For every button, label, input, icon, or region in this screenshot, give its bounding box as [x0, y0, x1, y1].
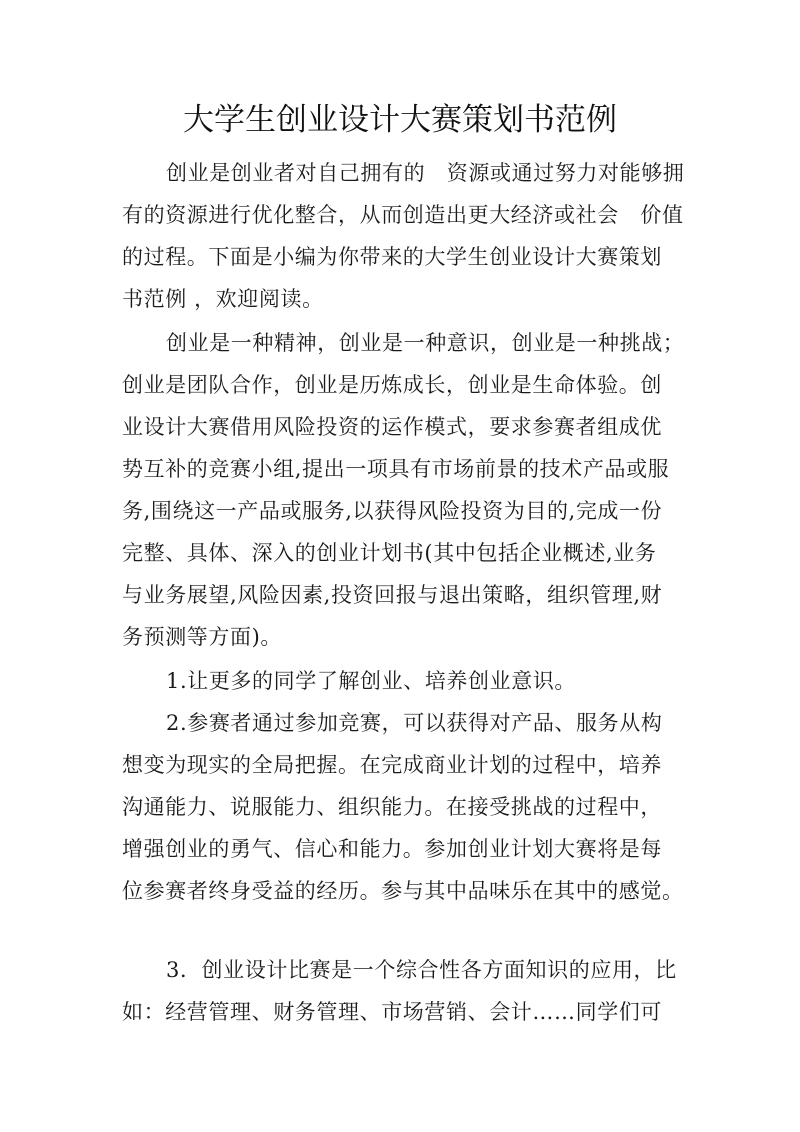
paragraph-1-line-2: 有的资源进行优化整合，从而创造出更大经济或社会 价值: [122, 203, 684, 227]
document-title: 大学生创业设计大赛策划书范例: [183, 102, 617, 138]
list-item-2-line-4: 增强创业的勇气、信心和能力。参加创业计划大赛将是每: [122, 837, 662, 861]
list-item-2-line-2: 想变为现实的全局把握。在完成商业计划的过程中，培养: [122, 753, 662, 777]
paragraph-2-line-5: 务,围绕这一产品或服务,以获得风险投资为目的,完成一份: [122, 499, 663, 523]
paragraph-2-line-6: 完整、具体、深入的创业计划书(其中包括企业概述,业务: [122, 541, 657, 565]
paragraph-1-line-1: 创业是创业者对自己拥有的 资源或通过努力对能够拥: [166, 161, 685, 185]
list-item-2-line-1: 2.参赛者通过参加竞赛，可以获得对产品、服务从构: [166, 711, 663, 735]
list-item-2-line-5: 位参赛者终身受益的经历。参与其中品味乐在其中的感觉。: [122, 879, 684, 903]
paragraph-2-line-1: 创业是一种精神，创业是一种意识，创业是一种挑战；: [166, 331, 685, 355]
list-item-1: 1.让更多的同学了解创业、培养创业意识。: [166, 669, 577, 693]
paragraph-1-line-4: 书范例 ，欢迎阅读。: [122, 287, 324, 311]
list-item-3-line-1: 3．创业设计比赛是一个综合性各方面知识的应用，比: [166, 958, 677, 982]
list-item-3-line-2: 如：经营管理、财务管理、市场营销、会计……同学们可: [122, 1000, 662, 1024]
list-item-2-line-3: 沟通能力、说服能力、组织能力。在接受挑战的过程中，: [122, 795, 662, 819]
paragraph-2-line-7: 与业务展望,风险因素,投资回报与退出策略，组织管理,财: [122, 583, 663, 607]
paragraph-2-line-2: 创业是团队合作，创业是历炼成长，创业是生命体验。创: [122, 373, 662, 397]
paragraph-2-line-8: 务预测等方面)。: [122, 625, 282, 649]
paragraph-2-line-4: 势互补的竞赛小组,提出一项具有市场前景的技术产品或服: [122, 457, 670, 481]
paragraph-2-line-3: 业设计大赛借用风险投资的运作模式，要求参赛者组成优: [122, 415, 662, 439]
paragraph-1-line-3: 的过程。下面是小编为你带来的大学生创业设计大赛策划: [122, 245, 662, 269]
